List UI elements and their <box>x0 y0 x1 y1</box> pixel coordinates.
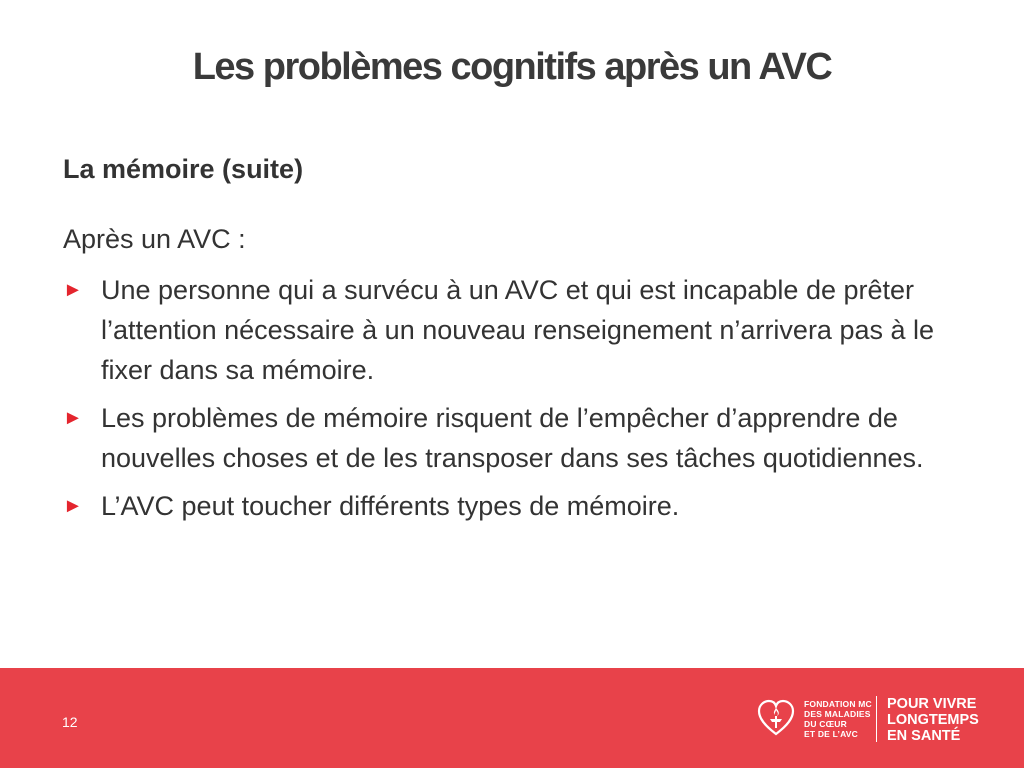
bullet-item <box>63 270 983 390</box>
bullet-text: Les problèmes de mémoire risquent de l’empêcher d’apprendre de nouvelles choses et de les transposer dans ses tâches quotidiennes. <box>101 403 924 473</box>
bullet-arrow-icon: ► <box>63 495 83 517</box>
foundation-slogan: POUR VIVRE LONGTEMPS EN SANTÉ <box>887 696 979 744</box>
foundation-logo <box>756 694 1006 744</box>
bullet-item <box>63 486 983 526</box>
bullet-item <box>63 398 983 478</box>
bullet-arrow-icon: ► <box>63 279 83 301</box>
section-subtitle: La mémoire (suite) <box>63 154 304 184</box>
foundation-name: FONDATION MC DES MALADIES DU CŒUR ET DE L’AVC <box>804 699 872 739</box>
footer-bar <box>0 668 1024 768</box>
bullet-text: L’AVC peut toucher différents types de mémoire. <box>101 491 680 521</box>
slide-title: Les problèmes cognitifs après un AVC <box>192 46 832 88</box>
bullet-text: Une personne qui a survécu à un AVC et qui est incapable de prêter l’attention nécessaire à un nouveau renseignement n’arrivera pas à le fixer dans sa mémoire. <box>101 275 935 385</box>
intro-text: Après un AVC : <box>63 224 246 254</box>
bullet-arrow-icon: ► <box>63 407 83 429</box>
logo-divider <box>876 696 877 742</box>
page-number: 12 <box>62 714 78 730</box>
bullet-list <box>63 270 983 534</box>
heart-torch-icon <box>756 698 796 738</box>
